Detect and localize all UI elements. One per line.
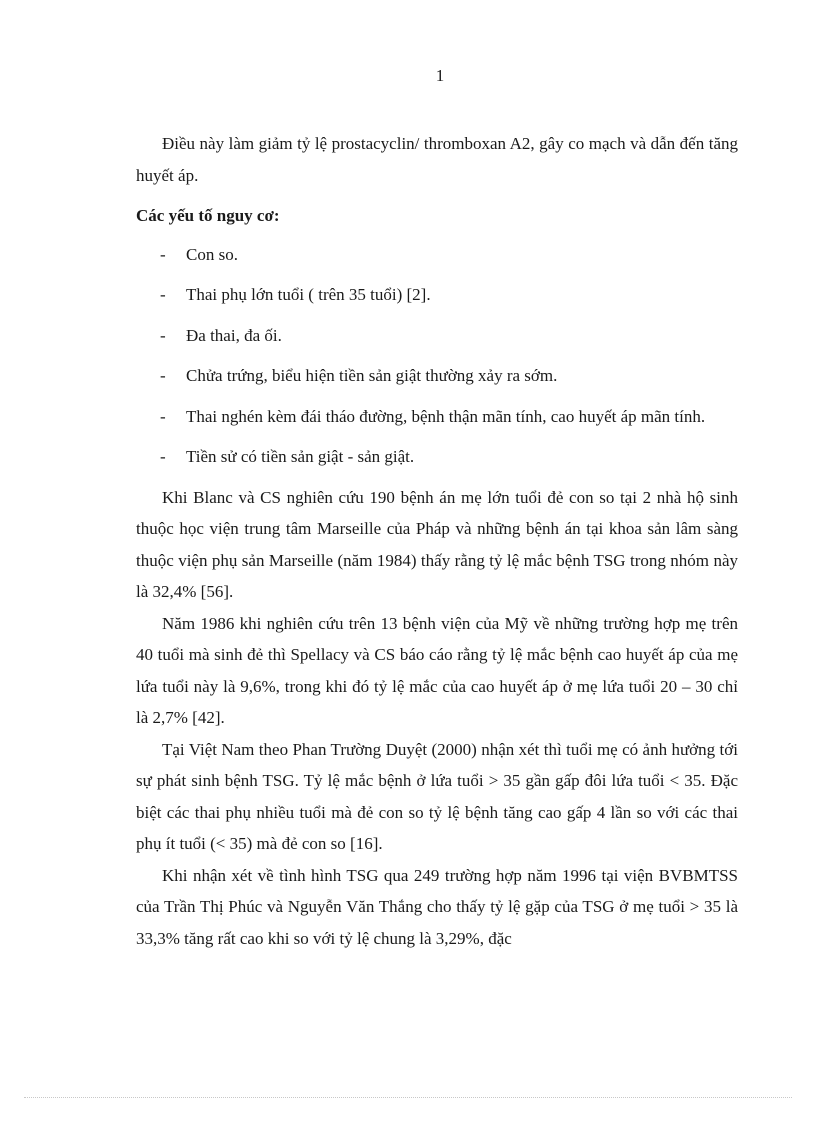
list-item-text: Con so. (186, 244, 238, 264)
bullet-dash: - (160, 285, 166, 304)
intro-paragraph: Điều này làm giảm tỷ lệ prostacyclin/ thromboxan A2, gây co mạch và dẫn đến tăng huyết áp. (136, 134, 738, 185)
bullet-dash: - (160, 325, 166, 345)
list-item-text: Đa thai, đa ối. (186, 325, 282, 345)
page-bottom-divider (24, 1097, 792, 1098)
bullet-dash: - (160, 244, 166, 264)
body-paragraph: Năm 1986 khi nghiên cứu trên 13 bệnh viện của Mỹ về những trường hợp mẹ trên 40 tuổi mà sinh đẻ thì Spellacy và CS báo cáo rằng tỷ lệ mắc bệnh cao huyết áp của mẹ lứa tuổi này là 9,6%, trong khi đó tỷ lệ mắc của cao huyết áp ở mẹ lứa tuổi 20 – 30 chỉ là 2,7% [42]. (136, 613, 738, 727)
section-heading: Các yếu tố nguy cơ: (136, 206, 280, 225)
list-item (136, 441, 738, 473)
bullet-dash: - (160, 447, 166, 466)
list-item-text: Tiền sử có tiền sản giật - sản giật. (186, 447, 415, 466)
list-item-text: Chửa trứng, biểu hiện tiền sản giật thường xảy ra sớm. (186, 366, 558, 385)
list-item-text: Thai nghén kèm đái tháo đường, bệnh thận mãn tính, cao huyết áp mãn tính. (186, 406, 706, 426)
list-item (136, 401, 738, 433)
list-item-text: Thai phụ lớn tuổi ( trên 35 tuổi) [2]. (186, 285, 431, 304)
bullet-dash: - (160, 366, 166, 385)
list-item (136, 320, 738, 352)
body-paragraph: Khi Blanc và CS nghiên cứu 190 bệnh án mẹ lớn tuổi đẻ con so tại 2 nhà hộ sinh thuộc học viện trung tâm Marseille của Pháp và những bệnh án tại khoa sản lâm sàng thuộc viện phụ sản Marseille (năm 1984) thấy rằng tỷ lệ mắc bệnh TSG trong nhóm này là 32,4% [56]. (136, 487, 738, 601)
list-item (136, 239, 738, 271)
list-item (136, 279, 738, 311)
page-body (136, 128, 738, 954)
body-paragraph: Tại Việt Nam theo Phan Trường Duyệt (2000) nhận xét thì tuổi mẹ có ảnh hưởng tới sự phát sinh bệnh TSG. Tỷ lệ mắc bệnh ở lứa tuổi > 35 gần gấp đôi lứa tuổi < 35. Đặc biệt các thai phụ nhiều tuổi mà đẻ con so tỷ lệ bệnh tăng cao gấp 4 lần so với các thai phụ ít tuổi (< 35) mà đẻ con so [16]. (136, 739, 738, 853)
list-item (136, 360, 738, 392)
bullet-dash: - (160, 406, 166, 426)
body-paragraph: Khi nhận xét về tình hình TSG qua 249 trường hợp năm 1996 tại viện BVBMTSS của Trần Thị Phúc và Nguyễn Văn Thắng cho thấy tỷ lệ gặp của TSG ở mẹ tuổi > 35 là 33,3% tăng rất cao khi so với tỷ lệ chung là 3,29%, đặc (136, 865, 738, 948)
page-number: 1 (435, 66, 445, 85)
